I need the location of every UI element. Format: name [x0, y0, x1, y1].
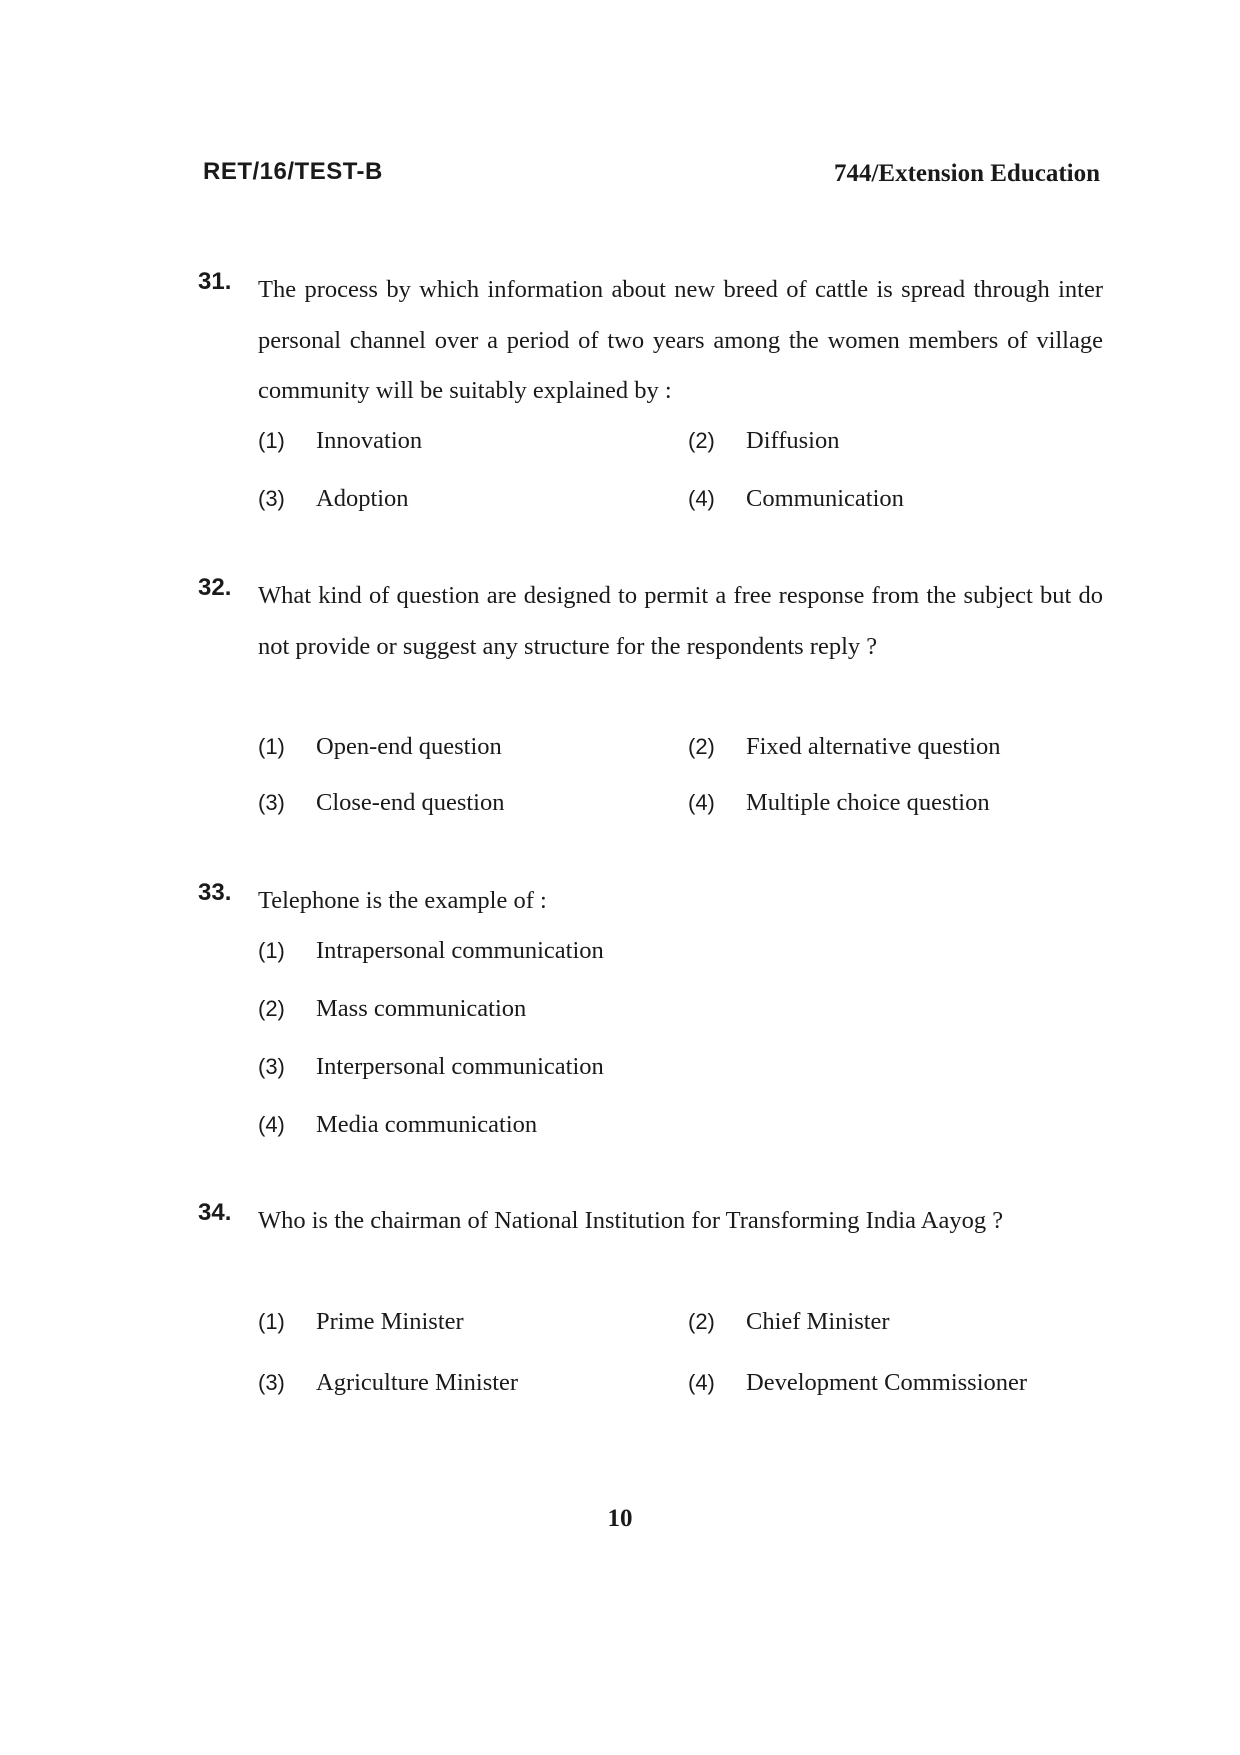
option-31-2: [688, 427, 839, 455]
option-number: (3): [258, 1370, 285, 1395]
option-number: (4): [688, 1370, 715, 1395]
option-number: (1): [258, 938, 285, 963]
question-text: What kind of question are designed to permit a free response from the subject but do not provide or suggest any structure for the respondents reply ?: [258, 582, 1103, 660]
option-label: Adoption: [316, 485, 409, 512]
option-32-1: [258, 733, 502, 761]
option-number: (2): [258, 996, 285, 1021]
option-number: (1): [258, 734, 285, 759]
option-label: Open-end question: [316, 733, 502, 760]
option-number: (3): [258, 790, 285, 815]
option-number: (1): [258, 428, 285, 453]
subject-header: 744/Extension Education: [833, 160, 1100, 187]
option-31-4: [688, 485, 904, 513]
option-label: Intrapersonal communication: [316, 937, 604, 964]
question-number: 32.: [198, 574, 232, 601]
option-label: Interpersonal communication: [316, 1053, 604, 1080]
question-text: The process by which information about new breed of cattle is spread through inter personal channel over a period of two years among the women members of village community will be suitably explained by :: [258, 276, 1103, 404]
option-number: (2): [688, 734, 715, 759]
option-label: Diffusion: [746, 427, 840, 454]
option-label: Mass communication: [316, 995, 527, 1022]
option-34-2: [688, 1308, 890, 1336]
option-34-3: [258, 1369, 518, 1397]
option-number: (4): [688, 790, 715, 815]
option-32-4: [688, 789, 990, 817]
option-32-3: [258, 789, 505, 817]
option-label: Development Commissioner: [746, 1369, 1028, 1396]
page-number: 10: [607, 1505, 633, 1532]
option-label: Chief Minister: [746, 1308, 890, 1335]
option-33-2: [258, 995, 526, 1023]
option-31-3: [258, 485, 409, 513]
option-33-4: [258, 1111, 537, 1139]
option-number: (4): [688, 486, 715, 511]
option-label: Prime Minister: [316, 1308, 464, 1335]
option-label: Media communication: [316, 1111, 538, 1138]
option-31-1: [258, 427, 422, 455]
option-33-1: [258, 937, 604, 965]
option-number: (2): [688, 428, 715, 453]
option-32-2: [688, 733, 1000, 761]
option-number: (3): [258, 1054, 285, 1079]
option-34-1: [258, 1308, 464, 1336]
option-34-4: [688, 1369, 1027, 1397]
option-number: (1): [258, 1309, 285, 1334]
option-label: Fixed alternative question: [746, 733, 1001, 760]
option-33-3: [258, 1053, 604, 1081]
option-label: Innovation: [316, 427, 423, 454]
question-text: Telephone is the example of :: [258, 887, 547, 914]
question-number: 31.: [198, 268, 232, 295]
option-label: Agriculture Minister: [316, 1369, 519, 1396]
option-label: Close-end question: [316, 789, 505, 816]
question-number: 34.: [198, 1199, 232, 1226]
question-number: 33.: [198, 879, 232, 906]
option-label: Communication: [746, 485, 904, 512]
option-number: (3): [258, 486, 285, 511]
option-number: (2): [688, 1309, 715, 1334]
question-text: Who is the chairman of National Institution for Transforming India Aayog ?: [258, 1207, 1004, 1234]
option-number: (4): [258, 1112, 285, 1137]
test-code-header: RET/16/TEST-B: [203, 158, 383, 185]
option-label: Multiple choice question: [746, 789, 990, 816]
